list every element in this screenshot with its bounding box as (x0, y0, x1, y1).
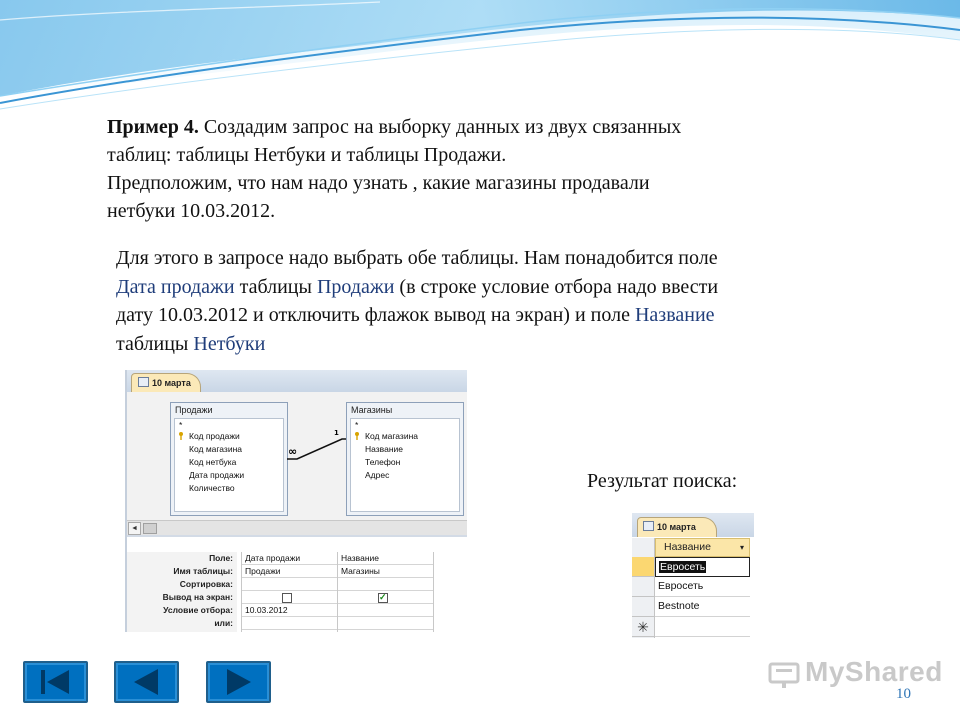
table-row[interactable] (655, 557, 750, 577)
datasheet-icon (643, 521, 654, 531)
result-tab-strip (632, 513, 754, 537)
explanation-text: (в строке условие отбора надо ввести (394, 275, 719, 298)
relation-one-label: 1 (334, 429, 339, 437)
page-number: 10 (896, 686, 911, 702)
grid-column-name (337, 552, 434, 632)
show-checkbox-on[interactable] (378, 593, 388, 603)
query-tab-title: 10 марта (152, 378, 191, 388)
table-sales-fields (174, 418, 284, 512)
grid-column-sale-date (241, 552, 338, 632)
grid-criteria-cell[interactable]: 10.03.2012 (242, 604, 338, 617)
keyword-name: Название (634, 304, 715, 326)
first-slide-button[interactable] (23, 661, 88, 703)
query-grid (127, 535, 467, 632)
row-marker[interactable] (632, 577, 654, 597)
field-store-id[interactable] (351, 430, 459, 443)
intro-line1: Создадим запрос на выборку данных из двух связанных (198, 116, 682, 138)
skip-back-icon (25, 663, 86, 701)
row-label-table: Имя таблицы: (173, 566, 233, 576)
presentation-logo-icon (768, 660, 802, 690)
field-sale-date[interactable]: Дата продажи (189, 470, 245, 480)
query-tab[interactable] (131, 373, 201, 392)
explanation-paragraph (116, 244, 856, 358)
example-label: Пример 4. (107, 116, 199, 138)
field-all[interactable]: * (355, 420, 359, 430)
relation-many-label: ∞ (288, 445, 298, 458)
current-row-marker[interactable] (632, 557, 654, 577)
arrow-left-icon (116, 663, 177, 701)
field-netbook-id[interactable]: Код нетбука (189, 457, 237, 467)
chevron-down-icon[interactable]: ▾ (739, 543, 744, 552)
arrow-right-icon (208, 663, 269, 701)
intro-paragraph (107, 113, 837, 225)
grid-column-empty (433, 552, 467, 632)
grid-show-cell (338, 591, 434, 604)
grid-sort-cell[interactable] (338, 578, 434, 591)
intro-line4: нетбуки 10.03.2012. (107, 200, 276, 222)
table-row[interactable]: Евросеть (655, 577, 750, 597)
table-sales[interactable] (170, 402, 288, 516)
row-label-sort: Сортировка: (179, 579, 233, 589)
column-header-name[interactable] (655, 538, 750, 557)
site-logo[interactable]: MyShared (805, 656, 943, 687)
column-header-label: Название (664, 541, 711, 553)
scroll-thumb[interactable] (143, 523, 157, 534)
grid-field-cell[interactable]: Название (338, 552, 434, 565)
result-tab[interactable] (637, 517, 717, 537)
show-checkbox-off[interactable] (282, 593, 292, 603)
relationship-line (282, 417, 352, 477)
primary-key-icon (354, 432, 360, 440)
cell-value: Евросеть (660, 561, 706, 573)
row-label-field: Поле: (209, 553, 233, 563)
grid-criteria-cell[interactable] (338, 604, 434, 617)
tables-pane (127, 392, 467, 520)
next-slide-button[interactable] (206, 661, 271, 703)
explanation-text: таблицы (116, 332, 194, 355)
scroll-left-button[interactable]: ◄ (128, 522, 141, 535)
result-label: Результат поиска: (587, 470, 738, 492)
grid-row-labels (127, 552, 237, 632)
intro-line2: таблиц: таблицы Нетбуки и таблицы Продажи. (107, 144, 507, 166)
result-datasheet (632, 513, 754, 641)
grid-table-cell[interactable]: Магазины (338, 565, 434, 578)
query-tab-strip (127, 370, 467, 392)
grid-or-cell[interactable] (242, 617, 338, 630)
primary-key-icon (178, 432, 184, 440)
field-all[interactable]: * (179, 420, 183, 430)
grid-table-cell[interactable]: Продажи (242, 565, 338, 578)
field-quantity[interactable]: Количество (189, 483, 235, 493)
field-name[interactable]: Название (365, 444, 403, 454)
result-tab-title: 10 марта (657, 522, 696, 532)
field-address[interactable]: Адрес (365, 470, 390, 480)
row-label-or: или: (214, 618, 233, 628)
intro-line3: Предположим, что нам надо узнать , какие магазины продавали (107, 172, 650, 194)
field-phone[interactable]: Телефон (365, 457, 401, 467)
table-stores-fields (350, 418, 460, 512)
new-row[interactable] (655, 617, 750, 637)
field-store-id[interactable]: Код магазина (189, 444, 242, 454)
row-label-show: Вывод на экран: (162, 592, 233, 602)
explanation-text: дату 10.03.2012 и отключить флажок вывод на экран) и поле (116, 304, 635, 326)
table-stores-title: Магазины (347, 403, 463, 417)
grid-sort-cell[interactable] (242, 578, 338, 591)
table-sales-title: Продажи (171, 403, 287, 417)
keyword-sale-date: Дата продажи (116, 275, 235, 298)
field-label: Код магазина (365, 431, 418, 441)
keyword-sales: Продажи (316, 275, 395, 298)
query-designer-screenshot (125, 370, 467, 632)
horizontal-scrollbar[interactable] (127, 520, 467, 535)
grid-field-cell[interactable]: Дата продажи (242, 552, 338, 565)
explanation-line1: Для этого в запросе надо выбрать обе таблицы. Нам понадобится поле (116, 247, 718, 269)
table-row[interactable]: Bestnote (655, 597, 750, 617)
field-sale-id[interactable] (175, 430, 283, 443)
row-marker[interactable] (632, 597, 654, 617)
query-icon (138, 377, 149, 387)
header-wave-decoration (0, 0, 960, 130)
new-row-marker[interactable]: ✳ (632, 617, 654, 637)
field-label: Код продажи (189, 431, 240, 441)
grid-or-cell[interactable] (338, 617, 434, 630)
grid-show-cell (242, 591, 338, 604)
explanation-text: таблицы (234, 275, 317, 298)
table-stores[interactable] (346, 402, 464, 516)
row-label-criteria: Условие отбора: (163, 605, 233, 615)
previous-slide-button[interactable] (114, 661, 179, 703)
keyword-netbooks: Нетбуки (193, 332, 266, 355)
